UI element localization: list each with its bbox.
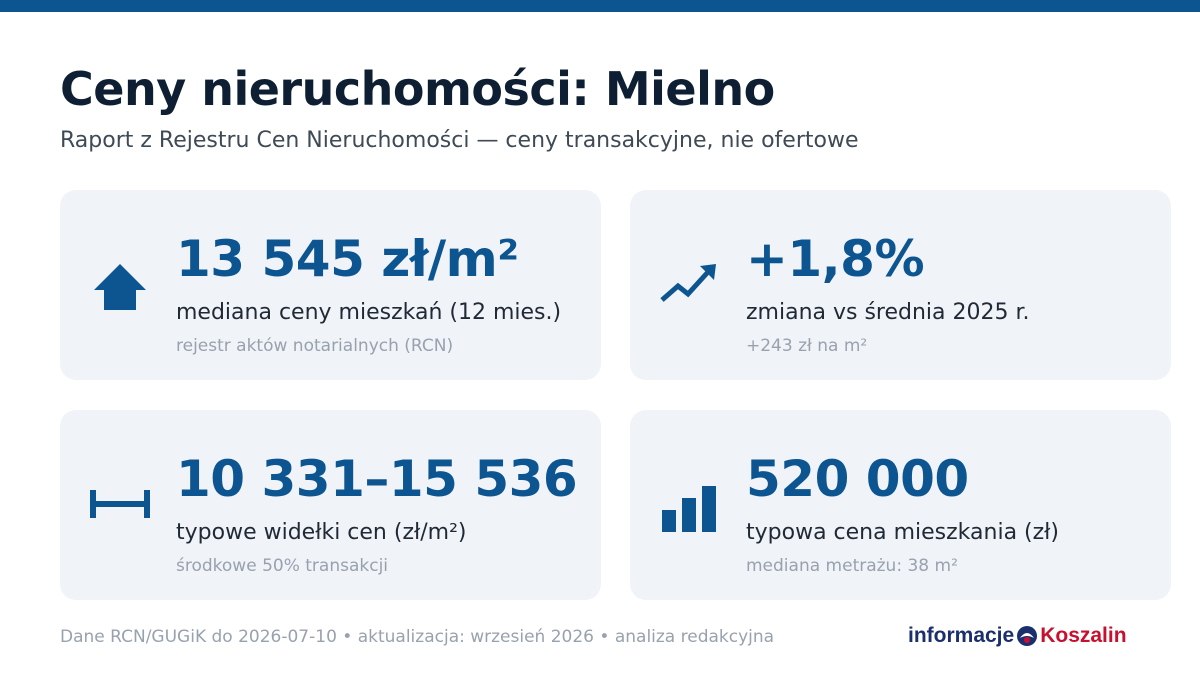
stat-note: mediana metrażu: 38 m²: [746, 556, 958, 576]
stat-note: +243 zł na m²: [746, 336, 868, 356]
stat-label: mediana ceny mieszkań (12 mies.): [176, 300, 562, 325]
logo-text-part2: Koszalin: [1040, 624, 1127, 647]
page-subtitle: Raport z Rejestru Cen Nieruchomości — ceny transakcyjne, nie ofertowe: [60, 128, 859, 153]
footer-source: Dane RCN/GUGiK do 2026-07-10 • aktualizacja: wrzesień 2026 • analiza redakcyjna: [60, 627, 775, 647]
house-icon: [88, 252, 152, 316]
stat-note: środkowe 50% transakcji: [176, 556, 389, 576]
stat-label: typowe widełki cen (zł/m²): [176, 520, 467, 545]
page-title: Ceny nieruchomości: Mielno: [60, 62, 775, 116]
stat-value: 13 545 zł/m²: [176, 230, 519, 288]
stat-value: 10 331–15 536: [176, 450, 578, 508]
site-logo[interactable]: [908, 620, 1142, 652]
top-accent-bar: [0, 0, 1200, 12]
stat-card-change: [630, 190, 1171, 380]
range-icon: [88, 472, 152, 536]
logo-text-part1: informacje: [908, 624, 1015, 647]
stat-label: typowa cena mieszkania (zł): [746, 520, 1060, 545]
stat-value: 520 000: [746, 450, 969, 508]
stat-card-typical-price: [630, 410, 1171, 600]
stat-label: zmiana vs średnia 2025 r.: [746, 300, 1030, 325]
logo-emblem-icon: [1015, 624, 1039, 648]
stat-card-price-range: [60, 410, 601, 600]
stat-card-median-price: [60, 190, 601, 380]
bar-chart-icon: [658, 472, 722, 536]
stat-value: +1,8%: [746, 230, 925, 288]
stat-note: rejestr aktów notarialnych (RCN): [176, 336, 454, 356]
trend-up-icon: [658, 252, 722, 316]
